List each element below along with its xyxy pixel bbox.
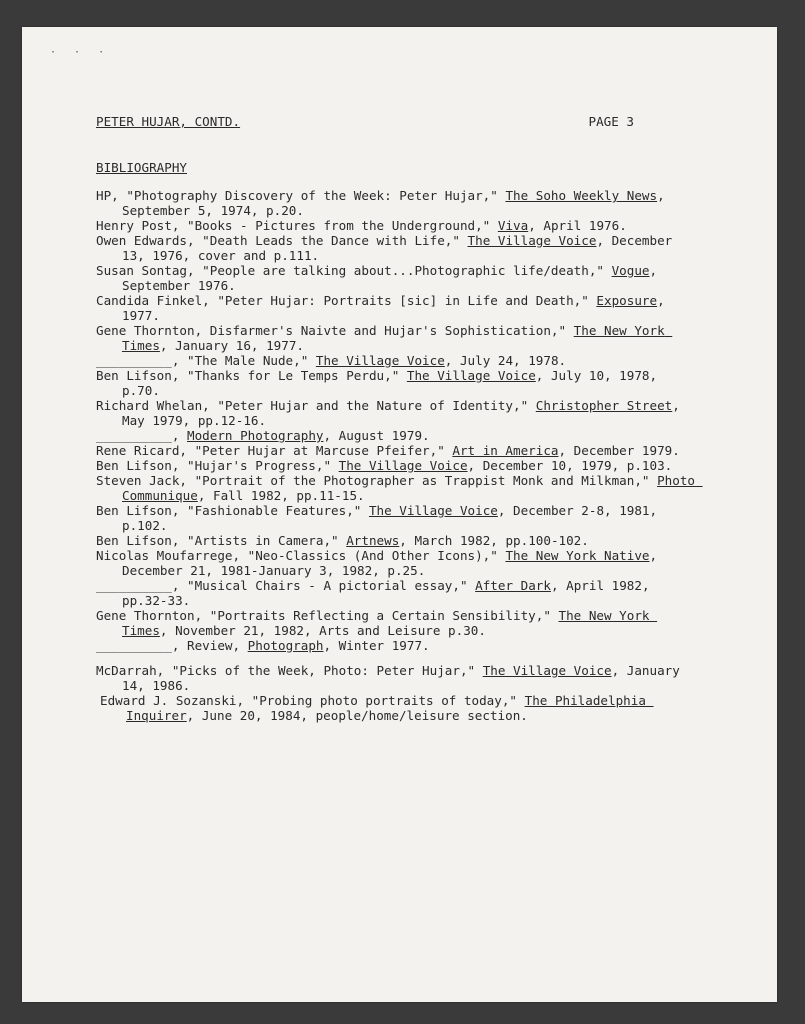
entry-text: Gene Thornton, Disfarmer's Naivte and Hujar's Sophistication," xyxy=(96,323,574,338)
section-heading: BIBLIOGRAPHY xyxy=(96,160,187,175)
bibliography-entry xyxy=(96,263,696,293)
entry-text: , "The Male Nude," xyxy=(171,353,316,368)
entry-text: , xyxy=(171,428,187,443)
entry-text: Candida Finkel, "Peter Hujar: Portraits [sic] in Life and Death," xyxy=(96,293,597,308)
entry-text: __________ xyxy=(96,638,172,653)
publication-title: The Philadelphia Inquirer xyxy=(126,693,654,723)
entry-text: Owen Edwards, "Death Leads the Dance with Life," xyxy=(96,233,468,248)
bibliography-entry xyxy=(96,533,696,548)
entry-text: Susan Sontag, "People are talking about...Photographic life/death," xyxy=(96,263,612,278)
entry-text: Edward J. Sozanski, "Probing photo portraits of today," xyxy=(100,693,525,708)
bibliography-entry xyxy=(96,218,696,233)
bibliography-entry xyxy=(96,608,696,638)
entry-text: , November 21, 1982, Arts and Leisure p.30. xyxy=(159,623,486,638)
bibliography-entry xyxy=(96,638,696,653)
publication-title: Artnews xyxy=(346,533,400,548)
entry-text: , December 2-8, 1981, p.102. xyxy=(122,503,665,533)
page-header xyxy=(96,114,634,129)
publication-title: The Village Voice xyxy=(482,663,612,678)
entry-text: , June 20, 1984, people/home/leisure section. xyxy=(186,708,528,723)
entry-text: , December 10, 1979, p.103. xyxy=(467,458,673,473)
publication-title: Photo Communique xyxy=(122,473,703,503)
entry-text: , January 16, 1977. xyxy=(159,338,304,353)
entry-text: , July 24, 1978. xyxy=(444,353,567,368)
entry-text: , "Musical Chairs - A pictorial essay," xyxy=(171,578,476,593)
bibliography-entry xyxy=(96,188,696,218)
entry-text: __________ xyxy=(96,428,172,443)
bibliography-entry xyxy=(96,578,696,608)
entry-text: , December 1979. xyxy=(558,443,680,458)
publication-title: Christopher Street xyxy=(535,398,673,413)
bibliography-entry xyxy=(96,368,696,398)
bibliography-entry xyxy=(96,473,703,503)
entry-text: , 1977. xyxy=(122,293,673,323)
page-number: PAGE 3 xyxy=(588,114,634,129)
entry-text: , April 1976. xyxy=(528,218,627,233)
bibliography-entry xyxy=(96,548,696,578)
bibliography-entry xyxy=(96,503,696,533)
entry-text: __________ xyxy=(96,578,172,593)
publication-title: The New York Times xyxy=(122,323,673,353)
publication-title: The Village Voice xyxy=(368,503,498,518)
publication-title: The Village Voice xyxy=(467,233,597,248)
bibliography-entry xyxy=(96,398,696,428)
entry-text: , Fall 1982, pp.11-15. xyxy=(197,488,365,503)
entry-text: , September 1976. xyxy=(122,263,665,293)
entry-text: , March 1982, pp.100-102. xyxy=(399,533,589,548)
bibliography-entry xyxy=(96,458,696,473)
entry-text: Henry Post, "Books - Pictures from the Underground," xyxy=(96,218,498,233)
publication-title: The Village Voice xyxy=(406,368,536,383)
paper-specks: · · · xyxy=(50,47,111,58)
entry-text: , April 1982, pp.32-33. xyxy=(122,578,658,608)
entry-text: , September 5, 1974, p.20. xyxy=(122,188,673,218)
header-title: PETER HUJAR, CONTD. xyxy=(96,114,241,129)
entry-text: Ben Lifson, "Fashionable Features," xyxy=(96,503,369,518)
publication-title: Viva xyxy=(497,218,529,233)
entry-text: Nicolas Moufarrege, "Neo-Classics (And Other Icons)," xyxy=(96,548,506,563)
entry-text: , December 21, 1981-January 3, 1982, p.25. xyxy=(122,548,665,578)
entry-text: Ben Lifson, "Hujar's Progress," xyxy=(96,458,339,473)
bibliography-entry xyxy=(96,443,696,458)
entry-text: , Winter 1977. xyxy=(323,638,430,653)
entry-text: , July 10, 1978, p.70. xyxy=(122,368,665,398)
publication-title: The Soho Weekly News xyxy=(505,188,658,203)
entry-text: HP, "Photography Discovery of the Week: Peter Hujar," xyxy=(96,188,506,203)
bibliography-entry xyxy=(96,323,696,353)
entry-text: Ben Lifson, "Artists in Camera," xyxy=(96,533,347,548)
publication-title: The Village Voice xyxy=(315,353,445,368)
publication-title: Photograph xyxy=(247,638,324,653)
publication-title: Modern Photography xyxy=(187,428,324,443)
entry-text: , January 14, 1986. xyxy=(122,663,688,693)
entry-text: , August 1979. xyxy=(323,428,430,443)
publication-title: Vogue xyxy=(611,263,650,278)
bibliography-entry xyxy=(96,233,696,263)
publication-title: The New York Times xyxy=(122,608,658,638)
publication-title: The New York Native xyxy=(505,548,650,563)
bibliography-entry xyxy=(96,663,696,693)
bibliography-entry xyxy=(100,693,696,723)
bibliography-entry xyxy=(96,353,696,368)
entry-text: Ben Lifson, "Thanks for Le Temps Perdu," xyxy=(96,368,407,383)
bibliography-list xyxy=(96,188,703,723)
entry-text: Rene Ricard, "Peter Hujar at Marcuse Pfeifer," xyxy=(96,443,453,458)
entry-text: McDarrah, "Picks of the Week, Photo: Peter Hujar," xyxy=(96,663,483,678)
publication-title: The Village Voice xyxy=(338,458,468,473)
entry-text: , December 13, 1976, cover and p.111. xyxy=(122,233,680,263)
entry-text: , Review, xyxy=(171,638,248,653)
bibliography-entry xyxy=(96,293,696,323)
entry-text: Richard Whelan, "Peter Hujar and the Nature of Identity," xyxy=(96,398,536,413)
entry-text: Steven Jack, "Portrait of the Photographer as Trappist Monk and Milkman," xyxy=(96,473,658,488)
entry-text: , May 1979, pp.12-16. xyxy=(122,398,688,428)
publication-title: After Dark xyxy=(475,578,551,593)
publication-title: Art in America xyxy=(452,443,559,458)
publication-title: Exposure xyxy=(596,293,658,308)
bibliography-entry xyxy=(96,428,696,443)
entry-text: __________ xyxy=(96,353,172,368)
entry-text: Gene Thornton, "Portraits Reflecting a Certain Sensibility," xyxy=(96,608,559,623)
